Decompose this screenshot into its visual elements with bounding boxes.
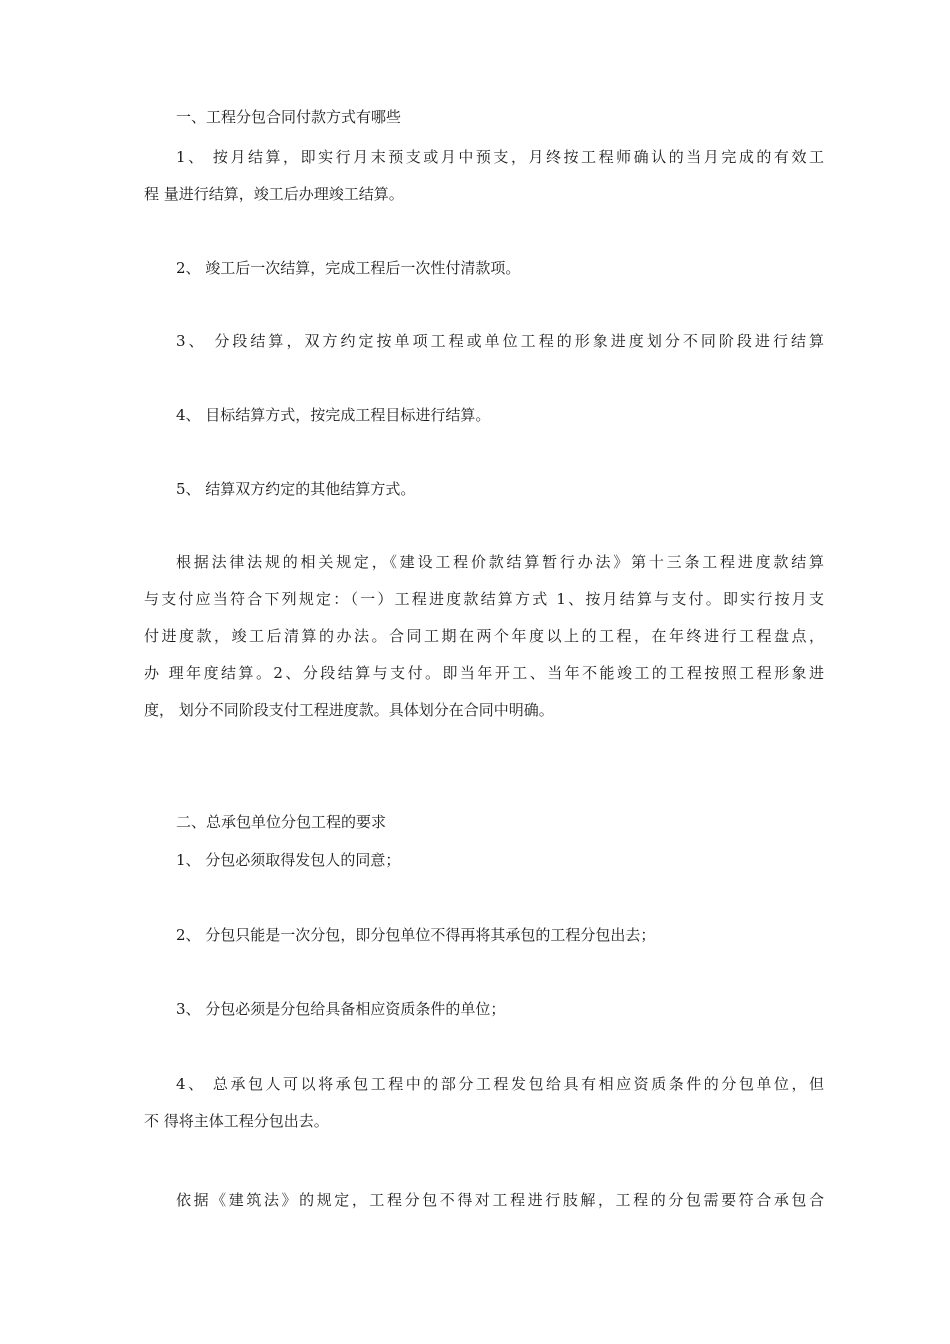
section1-item3: 3、 分段结算，双方约定按单项工程或单位工程的形象进度划分不同阶段进行结算 [176, 332, 824, 350]
section2-item2: 2、 分包只能是一次分包，即分包单位不得再将其承包的工程分包出去； [176, 926, 656, 944]
section1-item2: 2、 竣工后一次结算，完成工程后一次性付清款项。 [176, 259, 521, 277]
section2-heading: 二、总承包单位分包工程的要求 [176, 813, 387, 831]
section1-heading: 一、工程分包合同付款方式有哪些 [176, 108, 402, 126]
section1-para-line2: 与支付应当符合下列规定：（一）工程进度款结算方式 1、按月结算与支付。即实行按月支 [144, 590, 824, 608]
section1-para-line1: 根据法律法规的相关规定，《建设工程价款结算暂行办法》第十三条工程进度款结算 [176, 553, 824, 571]
section2-item3: 3、 分包必须是分包给具备相应资质条件的单位； [176, 1000, 506, 1018]
section1-item1-line1: 1、 按月结算，即实行月末预支或月中预支，月终按工程师确认的当月完成的有效工 [176, 148, 824, 166]
section2-item1: 1、 分包必须取得发包人的同意； [176, 851, 401, 869]
section1-item4: 4、 目标结算方式，按完成工程目标进行结算。 [176, 406, 491, 424]
section2-item4-line1: 4、 总承包人可以将承包工程中的部分工程发包给具有相应资质条件的分包单位，但 [176, 1075, 824, 1093]
section1-para-line5: 度， 划分不同阶段支付工程进度款。具体划分在合同中明确。 [144, 701, 554, 719]
section1-para-line3: 付进度款，竣工后清算的办法。合同工期在两个年度以上的工程，在年终进行工程盘点， [144, 627, 824, 645]
section1-para-line4: 办 理年度结算。2、分段结算与支付。即当年开工、当年不能竣工的工程按照工程形象进 [144, 664, 824, 682]
section2-para-line1: 依据《建筑法》的规定，工程分包不得对工程进行肢解，工程的分包需要符合承包合 [176, 1191, 824, 1209]
section2-item4-line2: 不 得将主体工程分包出去。 [144, 1112, 329, 1130]
section1-item1-line2: 程 量进行结算，竣工后办理竣工结算。 [144, 185, 404, 203]
section1-item5: 5、 结算双方约定的其他结算方式。 [176, 480, 416, 498]
